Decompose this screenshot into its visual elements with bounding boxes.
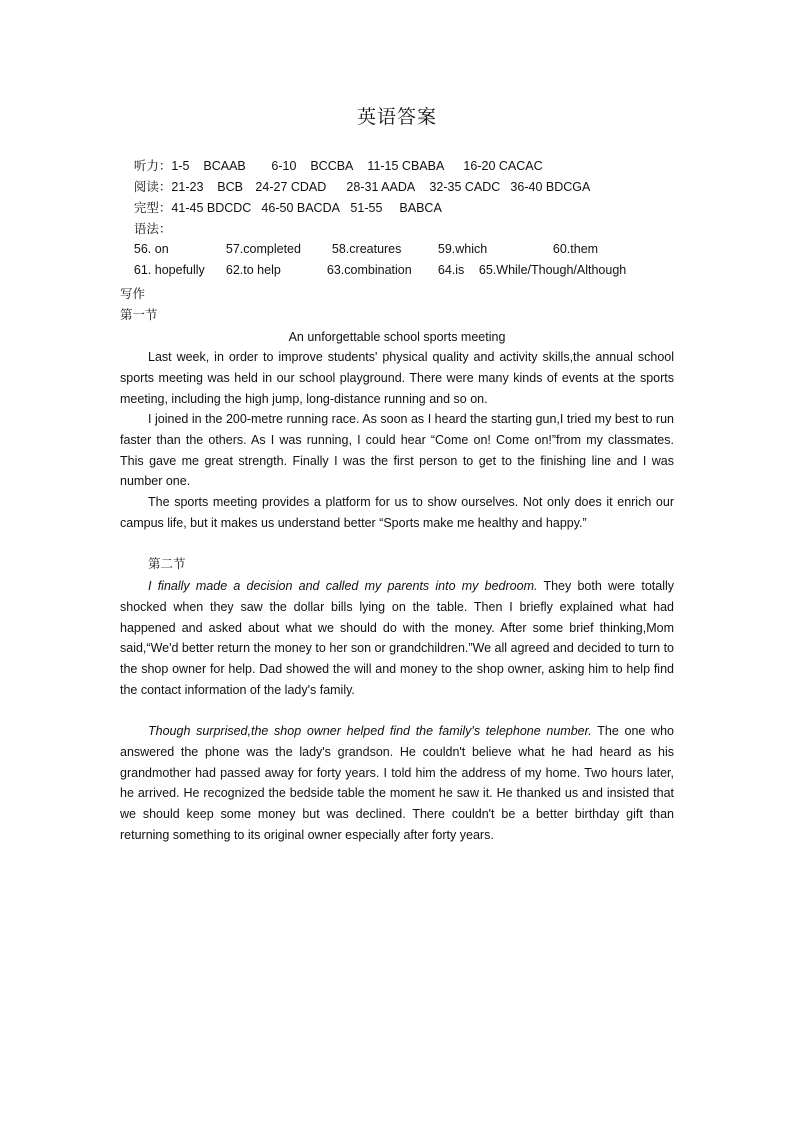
reading-label: 阅读： [133,179,172,194]
grammar-answer: 65.While/Though/Although [478,263,627,277]
grammar-answer: 60.them [552,242,599,256]
essay-paragraph: Last week, in order to improve students' physical quality and activity skills,the annual school sports meeting was held in our school playground. There were many kinds of events at the sports meeting, including the high jump, long-distance running and so on. [120,350,674,406]
listening-group: 1-5 BCAAB [171,159,246,173]
paragraph-body: They both were totally shocked when they saw the dollar bills lying on the table. Then I briefly explained what had happened and asked about what we should do with the money. After some brief thinking,Mom said,“We'd better return the money to her son or grandchildren.”We all agreed and decided to turn to the shop owner for help. Dad showed the will and money to the shop owner, asking him to help find the contact information of the lady's family. [120,579,674,697]
writing-heading: 写作 [120,286,146,301]
cloze-label: 完型： [133,200,172,215]
continuation-paragraph [120,576,674,701]
grammar-answer: 63.combination [326,263,412,277]
grammar-answers-row [120,243,626,297]
listening-group: 6-10 BCCBA [271,159,354,173]
cloze-group: 46-50 BACDA [261,201,340,215]
reading-group: 24-27 CDAD [255,180,327,194]
grammar-answer: 64.is [437,263,465,277]
essay-paragraph: I joined in the 200-metre running race. As soon as I heard the starting gun,I tried my best to run faster than the others. As I was running, I could hear “Come on! Come on!”from my classmates. This gave me great strength. Finally I was the first person to get to the finishing line and I was number one. [120,412,674,489]
grammar-answer: 59.which [437,242,488,256]
continuation-paragraph [120,721,674,846]
grammar-answer: 56. on [133,242,169,256]
reading-group: 32-35 CADC [429,180,501,194]
reading-group: 36-40 BDCGA [510,180,591,194]
essay-title: An unforgettable school sports meeting [288,330,506,344]
given-opening-sentence: Though surprised,the shop owner helped find the family's telephone number. [148,724,592,738]
cloze-group: 41-45 BDCDC [171,201,252,215]
reading-group: 21-23 BCB [171,180,243,194]
grammar-answer: 62.to help [225,263,281,277]
cloze-group: 51-55 [350,201,383,215]
section2-label: 第二节 [148,556,186,571]
given-opening-sentence: I finally made a decision and called my parents into my bedroom. [148,579,538,593]
listening-label: 听力： [133,158,172,173]
listening-group: 11-15 CBABA [367,159,445,173]
listening-group: 16-20 CACAC [463,159,543,173]
cloze-group: BABCA [399,201,442,215]
grammar-label: 语法： [133,221,172,236]
grammar-answer: 61. hopefully [133,263,205,277]
paragraph-body: The one who answered the phone was the lady's grandson. He couldn't believe what he had heard as his grandmother had passed away for forty years. I told him the address of my home. Two hours later, he arrived. He recognized the bedside table the moment he saw it. He thanked us and insisted that we should keep some money but was declined. There couldn't be a better birthday gift than returning something to its original owner especially after forty years. [120,724,674,842]
page-title: 英语答案 [356,106,437,128]
essay-paragraph: The sports meeting provides a platform for us to show ourselves. Not only does it enrich our campus life, but it makes us understand better “Sports make me healthy and happy.” [120,495,674,530]
section1-label: 第一节 [120,307,158,322]
grammar-answer: 58.creatures [331,242,402,256]
grammar-answer: 57.completed [225,242,301,256]
reading-group: 28-31 AADA [346,180,416,194]
